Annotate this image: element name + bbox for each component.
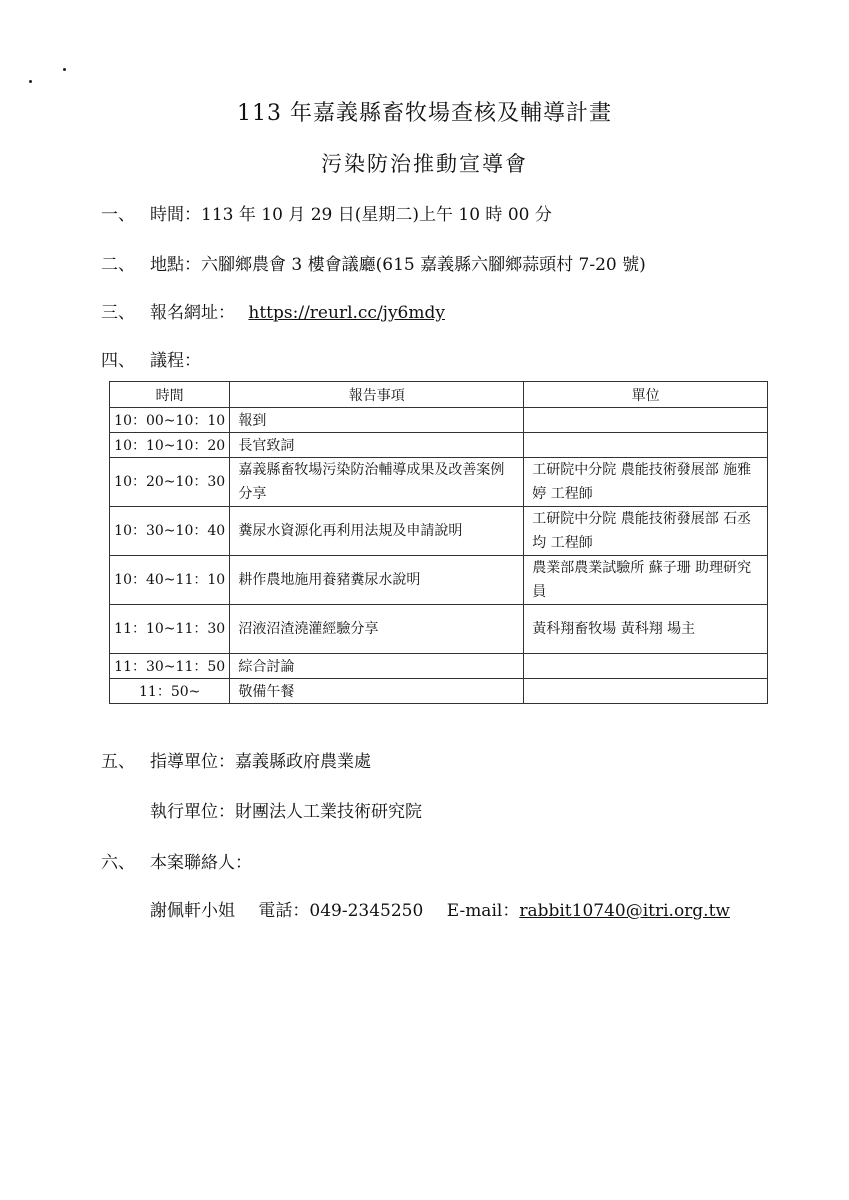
section-1-number: 一、: [101, 205, 135, 225]
row-time: 10：20~10：30: [110, 458, 230, 507]
table-row: [110, 408, 768, 433]
row-unit: [524, 654, 768, 679]
header-topic: 報告事項: [230, 382, 524, 408]
registration-link[interactable]: https://reurl.cc/jy6mdy: [248, 303, 445, 323]
table-row: [110, 556, 768, 605]
row-unit: 農業部農業試驗所 蘇子珊 助理研究員: [524, 556, 768, 605]
contact-name: 謝佩軒小姐: [150, 901, 235, 921]
header-time: 時間: [110, 382, 230, 408]
section-6-number: 六、: [101, 853, 135, 873]
row-time: 10：30~10：40: [110, 507, 230, 556]
agenda-table: [109, 381, 768, 704]
row-topic: 敬備午餐: [230, 679, 524, 704]
scan-dot: [29, 80, 32, 83]
row-time: 10：00~10：10: [110, 408, 230, 433]
row-unit: 工研院中分院 農能技術發展部 石丞均 工程師: [524, 507, 768, 556]
row-topic: 報到: [230, 408, 524, 433]
section-3-number: 三、: [101, 303, 135, 323]
document-subtitle: 污染防治推動宣導會: [321, 152, 528, 176]
table-row: [110, 654, 768, 679]
table-row: [110, 458, 768, 507]
section-4-number: 四、: [101, 351, 135, 371]
table-row: [110, 679, 768, 704]
row-time: 11：10~11：30: [110, 605, 230, 654]
contact-line: [150, 896, 730, 921]
section-6-contact-label: 本案聯絡人：: [150, 853, 252, 873]
section-5-number: 五、: [101, 752, 135, 772]
row-topic: 耕作農地施用養豬糞尿水說明: [230, 556, 524, 605]
registration-label: 報名網址：: [150, 303, 235, 323]
row-topic: 長官致詞: [230, 433, 524, 458]
table-row: [110, 507, 768, 556]
section-3-registration: [150, 298, 445, 323]
row-unit: 黃科翔畜牧場 黃科翔 場主: [524, 605, 768, 654]
row-topic: 糞尿水資源化再利用法規及申請說明: [230, 507, 524, 556]
contact-email-link[interactable]: rabbit10740@itri.org.tw: [519, 901, 730, 921]
contact-email-label: E-mail：: [446, 901, 520, 921]
row-unit: [524, 679, 768, 704]
row-time: 10：40~11：10: [110, 556, 230, 605]
document-title: 113 年嘉義縣畜牧場查核及輔導計畫: [237, 101, 612, 126]
row-time: 11：30~11：50: [110, 654, 230, 679]
row-topic: 綜合討論: [230, 654, 524, 679]
table-row: [110, 605, 768, 654]
row-topic: 沼液沼渣澆灌經驗分享: [230, 605, 524, 654]
row-unit: [524, 433, 768, 458]
contact-phone: 電話：049-2345250: [258, 901, 424, 921]
row-unit: [524, 408, 768, 433]
section-2-number: 二、: [101, 255, 135, 275]
section-4-agenda-label: 議程：: [150, 351, 201, 371]
section-2-location: 地點：六腳鄉農會 3 樓會議廳(615 嘉義縣六腳鄉蒜頭村 7-20 號): [150, 255, 646, 275]
section-5-supervisor: 指導單位：嘉義縣政府農業處: [150, 752, 371, 772]
scan-dot: [63, 68, 66, 71]
table-row: [110, 433, 768, 458]
row-topic: 嘉義縣畜牧場污染防治輔導成果及改善案例分享: [230, 458, 524, 507]
row-unit: 工研院中分院 農能技術發展部 施雅婷 工程師: [524, 458, 768, 507]
header-unit: 單位: [524, 382, 768, 408]
row-time: 11：50~: [110, 679, 230, 704]
row-time: 10：10~10：20: [110, 433, 230, 458]
section-5-executor: 執行單位：財團法人工業技術研究院: [150, 802, 422, 822]
section-1-time: 時間：113 年 10 月 29 日(星期二)上午 10 時 00 分: [150, 205, 552, 225]
